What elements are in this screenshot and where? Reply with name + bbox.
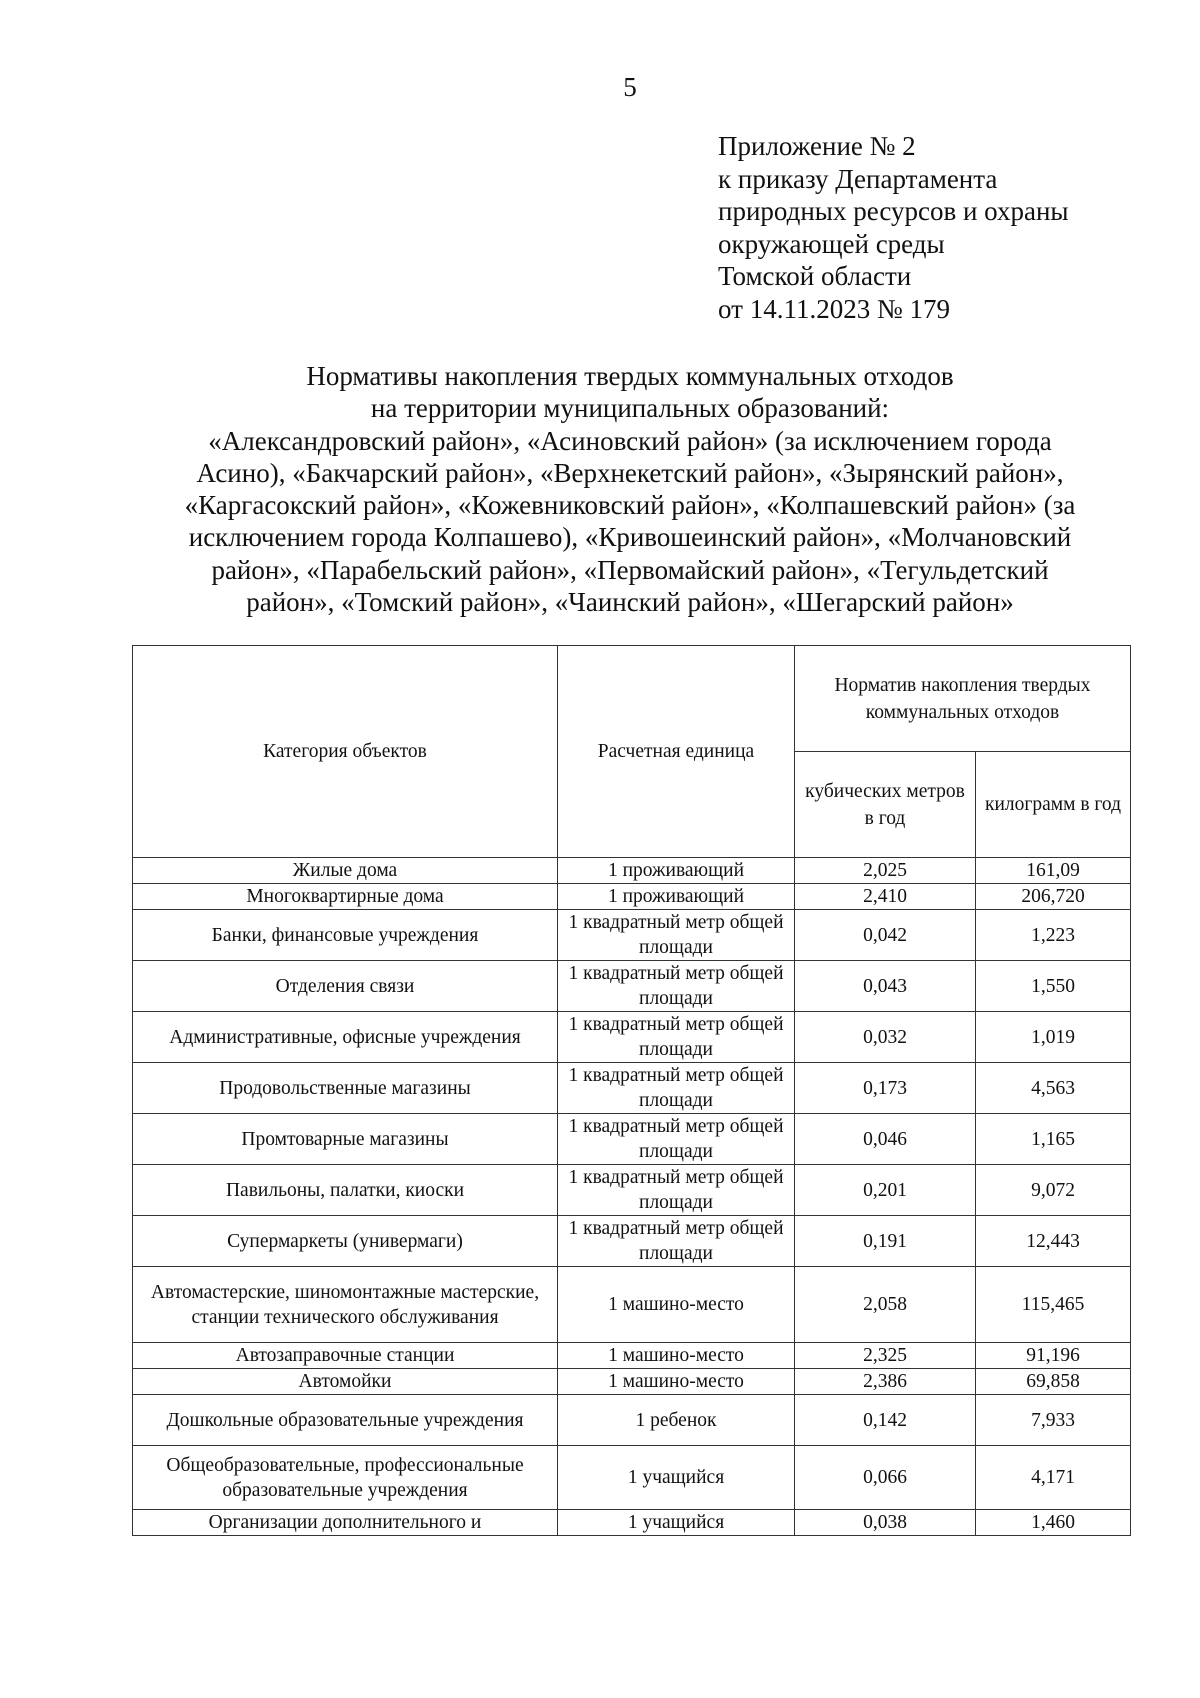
title-line: исключением города Колпашево), «Кривошеинский район», «Молчановский <box>188 522 1072 553</box>
cell-category: Автозаправочные станции <box>133 1343 558 1369</box>
cell-kg: 115,465 <box>976 1267 1131 1343</box>
cell-m3: 2,058 <box>795 1267 976 1343</box>
cell-kg: 1,550 <box>976 961 1131 1012</box>
cell-category: Промтоварные магазины <box>133 1114 558 1165</box>
cell-kg: 206,720 <box>976 884 1131 910</box>
appendix-line: к приказу Департамента <box>718 163 998 194</box>
cell-category: Организации дополнительного и <box>133 1510 558 1536</box>
appendix-line: окружающей среды <box>718 228 945 259</box>
title-line: «Александровский район», «Асиновский район» (за исключением города <box>208 425 1052 456</box>
cell-m3: 0,042 <box>795 910 976 961</box>
appendix-line: Приложение № 2 <box>718 131 916 161</box>
table-row <box>133 1012 1131 1063</box>
cell-unit: 1 машино-место <box>558 1369 795 1395</box>
cell-kg: 1,460 <box>976 1510 1131 1536</box>
cell-category: Административные, офисные учреждения <box>133 1012 558 1063</box>
table-row <box>133 910 1131 961</box>
cell-category: Отделения связи <box>133 961 558 1012</box>
cell-unit: 1 ребенок <box>558 1395 795 1446</box>
cell-m3: 0,142 <box>795 1395 976 1446</box>
header-unit: Расчетная единица <box>558 646 795 858</box>
table-row <box>133 1063 1131 1114</box>
cell-kg: 12,443 <box>976 1216 1131 1267</box>
cell-unit: 1 проживающий <box>558 858 795 884</box>
cell-m3: 2,025 <box>795 858 976 884</box>
cell-category: Павильоны, палатки, киоски <box>133 1165 558 1216</box>
cell-unit: 1 машино-место <box>558 1267 795 1343</box>
table-row <box>133 1395 1131 1446</box>
appendix-line: природных ресурсов и охраны <box>718 196 1069 226</box>
cell-unit: 1 квадратный метр общей площади <box>558 1063 795 1114</box>
table-row <box>133 1216 1131 1267</box>
cell-unit: 1 квадратный метр общей площади <box>558 1012 795 1063</box>
cell-unit: 1 квадратный метр общей площади <box>558 961 795 1012</box>
header-kg: килограмм в год <box>976 752 1131 858</box>
title-line: район», «Томский район», «Чаинский район», «Шегарский район» <box>246 587 1014 618</box>
cell-category: Банки, финансовые учреждения <box>133 910 558 961</box>
cell-kg: 1,223 <box>976 910 1131 961</box>
header-norm: Норматив накопления твердых коммунальных отходов <box>795 646 1131 752</box>
cell-kg: 1,165 <box>976 1114 1131 1165</box>
appendix-block <box>718 130 1069 325</box>
title-line: район», «Парабельский район», «Первомайский район», «Тегульдетский <box>211 554 1049 585</box>
table-row <box>133 1446 1131 1510</box>
table-row <box>133 1369 1131 1395</box>
cell-kg: 4,171 <box>976 1446 1131 1510</box>
title-line: «Каргасокский район», «Кожевниковский район», «Колпашевский район» (за <box>184 490 1076 521</box>
cell-kg: 7,933 <box>976 1395 1131 1446</box>
cell-m3: 0,201 <box>795 1165 976 1216</box>
cell-unit: 1 машино-место <box>558 1343 795 1369</box>
cell-unit: 1 квадратный метр общей площади <box>558 1114 795 1165</box>
cell-kg: 91,196 <box>976 1343 1131 1369</box>
table-row <box>133 1267 1131 1343</box>
cell-category: Жилые дома <box>133 858 558 884</box>
cell-kg: 9,072 <box>976 1165 1131 1216</box>
cell-unit: 1 квадратный метр общей площади <box>558 910 795 961</box>
cell-m3: 0,046 <box>795 1114 976 1165</box>
cell-kg: 4,563 <box>976 1063 1131 1114</box>
title-line: Асино), «Бакчарский район», «Верхнекетский район», «Зырянский район», <box>196 457 1064 488</box>
cell-m3: 2,386 <box>795 1369 976 1395</box>
table-row <box>133 858 1131 884</box>
cell-m3: 0,173 <box>795 1063 976 1114</box>
table-row <box>133 1114 1131 1165</box>
cell-m3: 2,410 <box>795 884 976 910</box>
cell-m3: 0,038 <box>795 1510 976 1536</box>
cell-category: Автомойки <box>133 1369 558 1395</box>
cell-m3: 0,043 <box>795 961 976 1012</box>
appendix-line: Томской области <box>718 261 912 291</box>
table-row <box>133 961 1131 1012</box>
table-row <box>133 884 1131 910</box>
cell-kg: 69,858 <box>976 1369 1131 1395</box>
cell-unit: 1 квадратный метр общей площади <box>558 1165 795 1216</box>
appendix-line: от 14.11.2023 № 179 <box>718 293 950 324</box>
norms-table <box>132 645 1131 1536</box>
cell-m3: 0,032 <box>795 1012 976 1063</box>
table-row <box>133 1165 1131 1216</box>
cell-category: Супермаркеты (универмаги) <box>133 1216 558 1267</box>
cell-m3: 0,066 <box>795 1446 976 1510</box>
cell-unit: 1 учащийся <box>558 1510 795 1536</box>
document-title <box>130 360 1130 618</box>
title-line: Нормативы накопления твердых коммунальных отходов <box>306 361 954 391</box>
table-row <box>133 1343 1131 1369</box>
title-line: на территории муниципальных образований: <box>370 393 890 424</box>
header-cubic: кубических метров в год <box>795 752 976 858</box>
cell-kg: 1,019 <box>976 1012 1131 1063</box>
cell-category: Общеобразовательные, профессиональные образовательные учреждения <box>133 1446 558 1510</box>
header-category: Категория объектов <box>133 646 558 858</box>
cell-unit: 1 квадратный метр общей площади <box>558 1216 795 1267</box>
cell-kg: 161,09 <box>976 858 1131 884</box>
cell-unit: 1 проживающий <box>558 884 795 910</box>
cell-category: Дошкольные образовательные учреждения <box>133 1395 558 1446</box>
cell-category: Многоквартирные дома <box>133 884 558 910</box>
cell-category: Продовольственные магазины <box>133 1063 558 1114</box>
table-row <box>133 1510 1131 1536</box>
cell-unit: 1 учащийся <box>558 1446 795 1510</box>
page-number: 5 <box>623 72 637 102</box>
cell-category: Автомастерские, шиномонтажные мастерские, станции технического обслуживания <box>133 1267 558 1343</box>
cell-m3: 0,191 <box>795 1216 976 1267</box>
cell-m3: 2,325 <box>795 1343 976 1369</box>
